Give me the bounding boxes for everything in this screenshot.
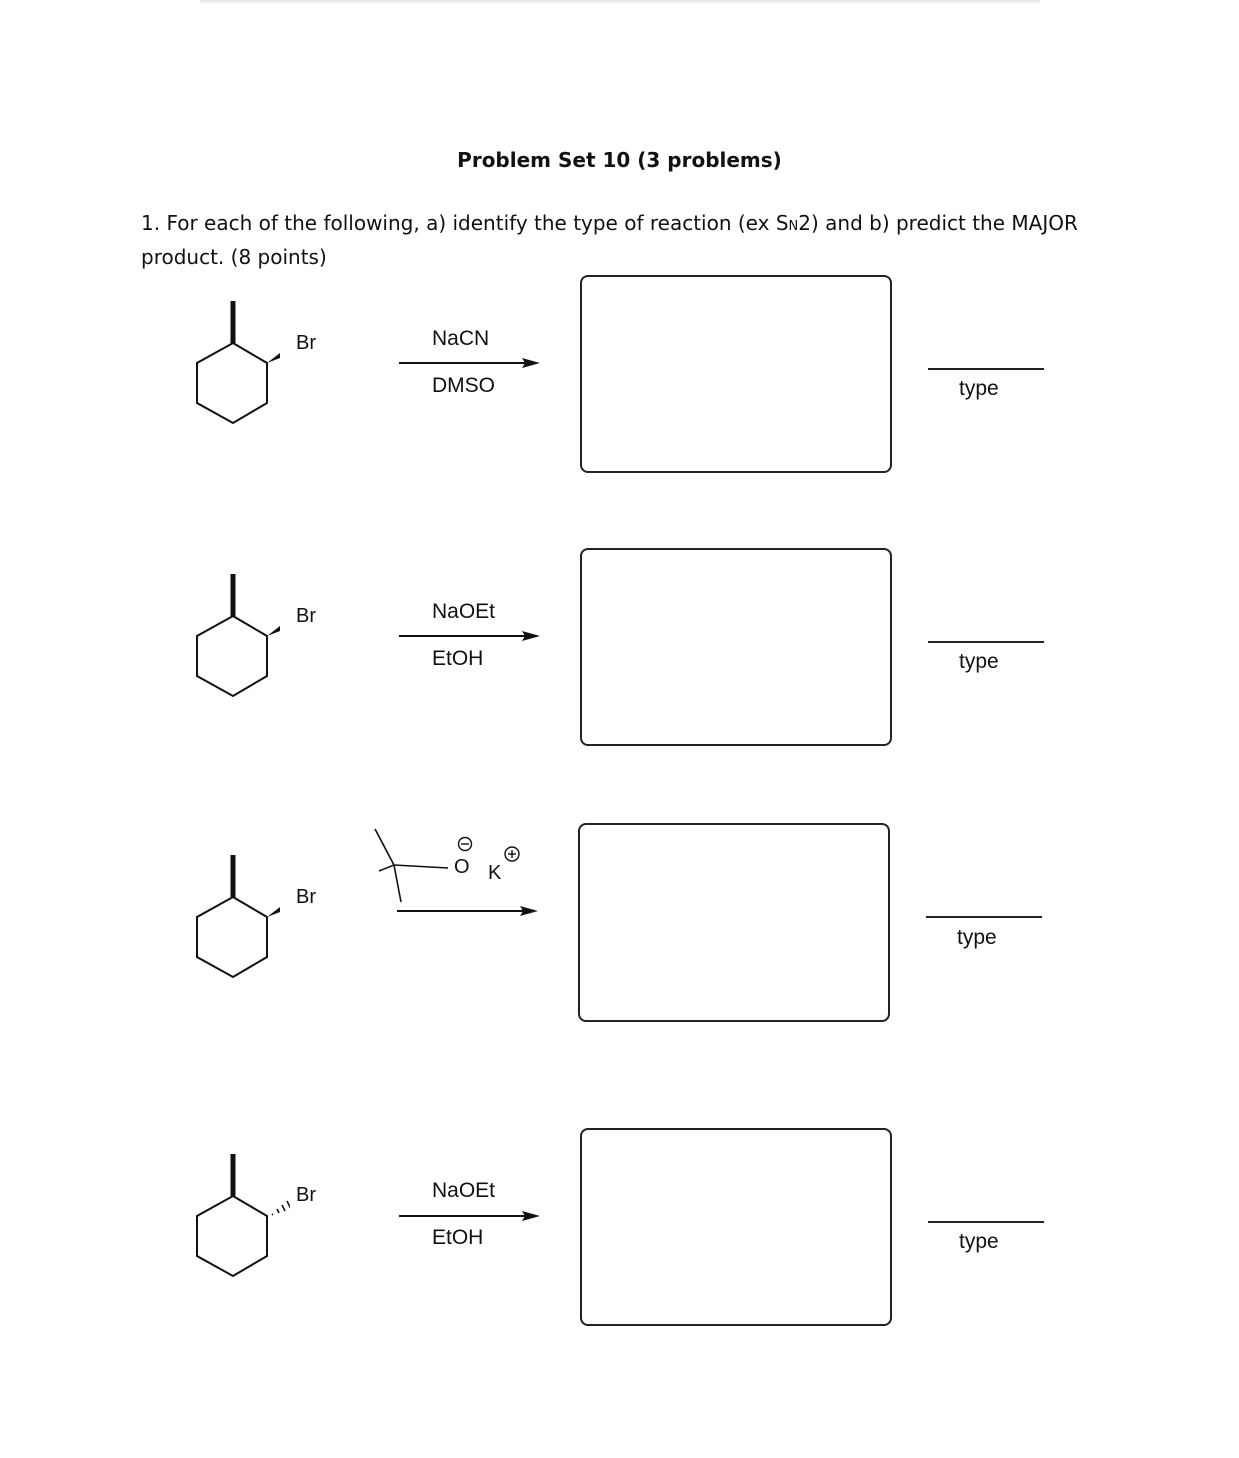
substrate-structure xyxy=(190,852,280,982)
type-answer-line[interactable] xyxy=(928,641,1044,643)
reagent-top: NaCN xyxy=(432,327,490,350)
type-label: type xyxy=(959,1230,999,1253)
substrate-structure xyxy=(190,298,280,428)
product-answer-box[interactable] xyxy=(578,823,890,1022)
potassium-label: K xyxy=(488,862,502,884)
product-answer-box[interactable] xyxy=(580,1128,892,1326)
question-text-part2: 2) and b) predict the MAJOR product. (8 points) xyxy=(141,211,1078,269)
type-label: type xyxy=(957,926,997,949)
reagent-top: NaOEt xyxy=(432,1179,496,1202)
type-label: type xyxy=(959,650,999,673)
product-answer-box[interactable] xyxy=(580,275,892,473)
type-answer-line[interactable] xyxy=(928,368,1044,370)
substrate-structure xyxy=(190,571,280,701)
bromine-label: Br xyxy=(296,332,316,354)
reagent-bottom: EtOH xyxy=(432,647,484,670)
reaction-arrow xyxy=(398,355,543,371)
reagent-bottom: EtOH xyxy=(432,1226,484,1249)
type-label: type xyxy=(959,377,999,400)
alkoxide-oxygen-label: O xyxy=(454,856,470,878)
bromine-label: Br xyxy=(296,886,316,908)
product-answer-box[interactable] xyxy=(580,548,892,746)
reaction-arrow xyxy=(398,1208,543,1224)
reaction-arrow xyxy=(398,628,543,644)
question-subscript: N xyxy=(788,219,799,234)
substrate-structure xyxy=(190,1151,290,1281)
bromine-label: Br xyxy=(296,605,316,627)
type-answer-line[interactable] xyxy=(928,1221,1044,1223)
page-title: Problem Set 10 (3 problems) xyxy=(457,148,782,172)
reagent-bottom: DMSO xyxy=(432,374,495,397)
type-answer-line[interactable] xyxy=(926,916,1042,918)
reagent-top: NaOEt xyxy=(432,600,496,623)
bromine-label: Br xyxy=(296,1184,316,1206)
question-text-part1: 1. For each of the following, a) identify the type of reaction (ex S xyxy=(141,211,789,235)
reaction-arrow xyxy=(396,903,541,919)
